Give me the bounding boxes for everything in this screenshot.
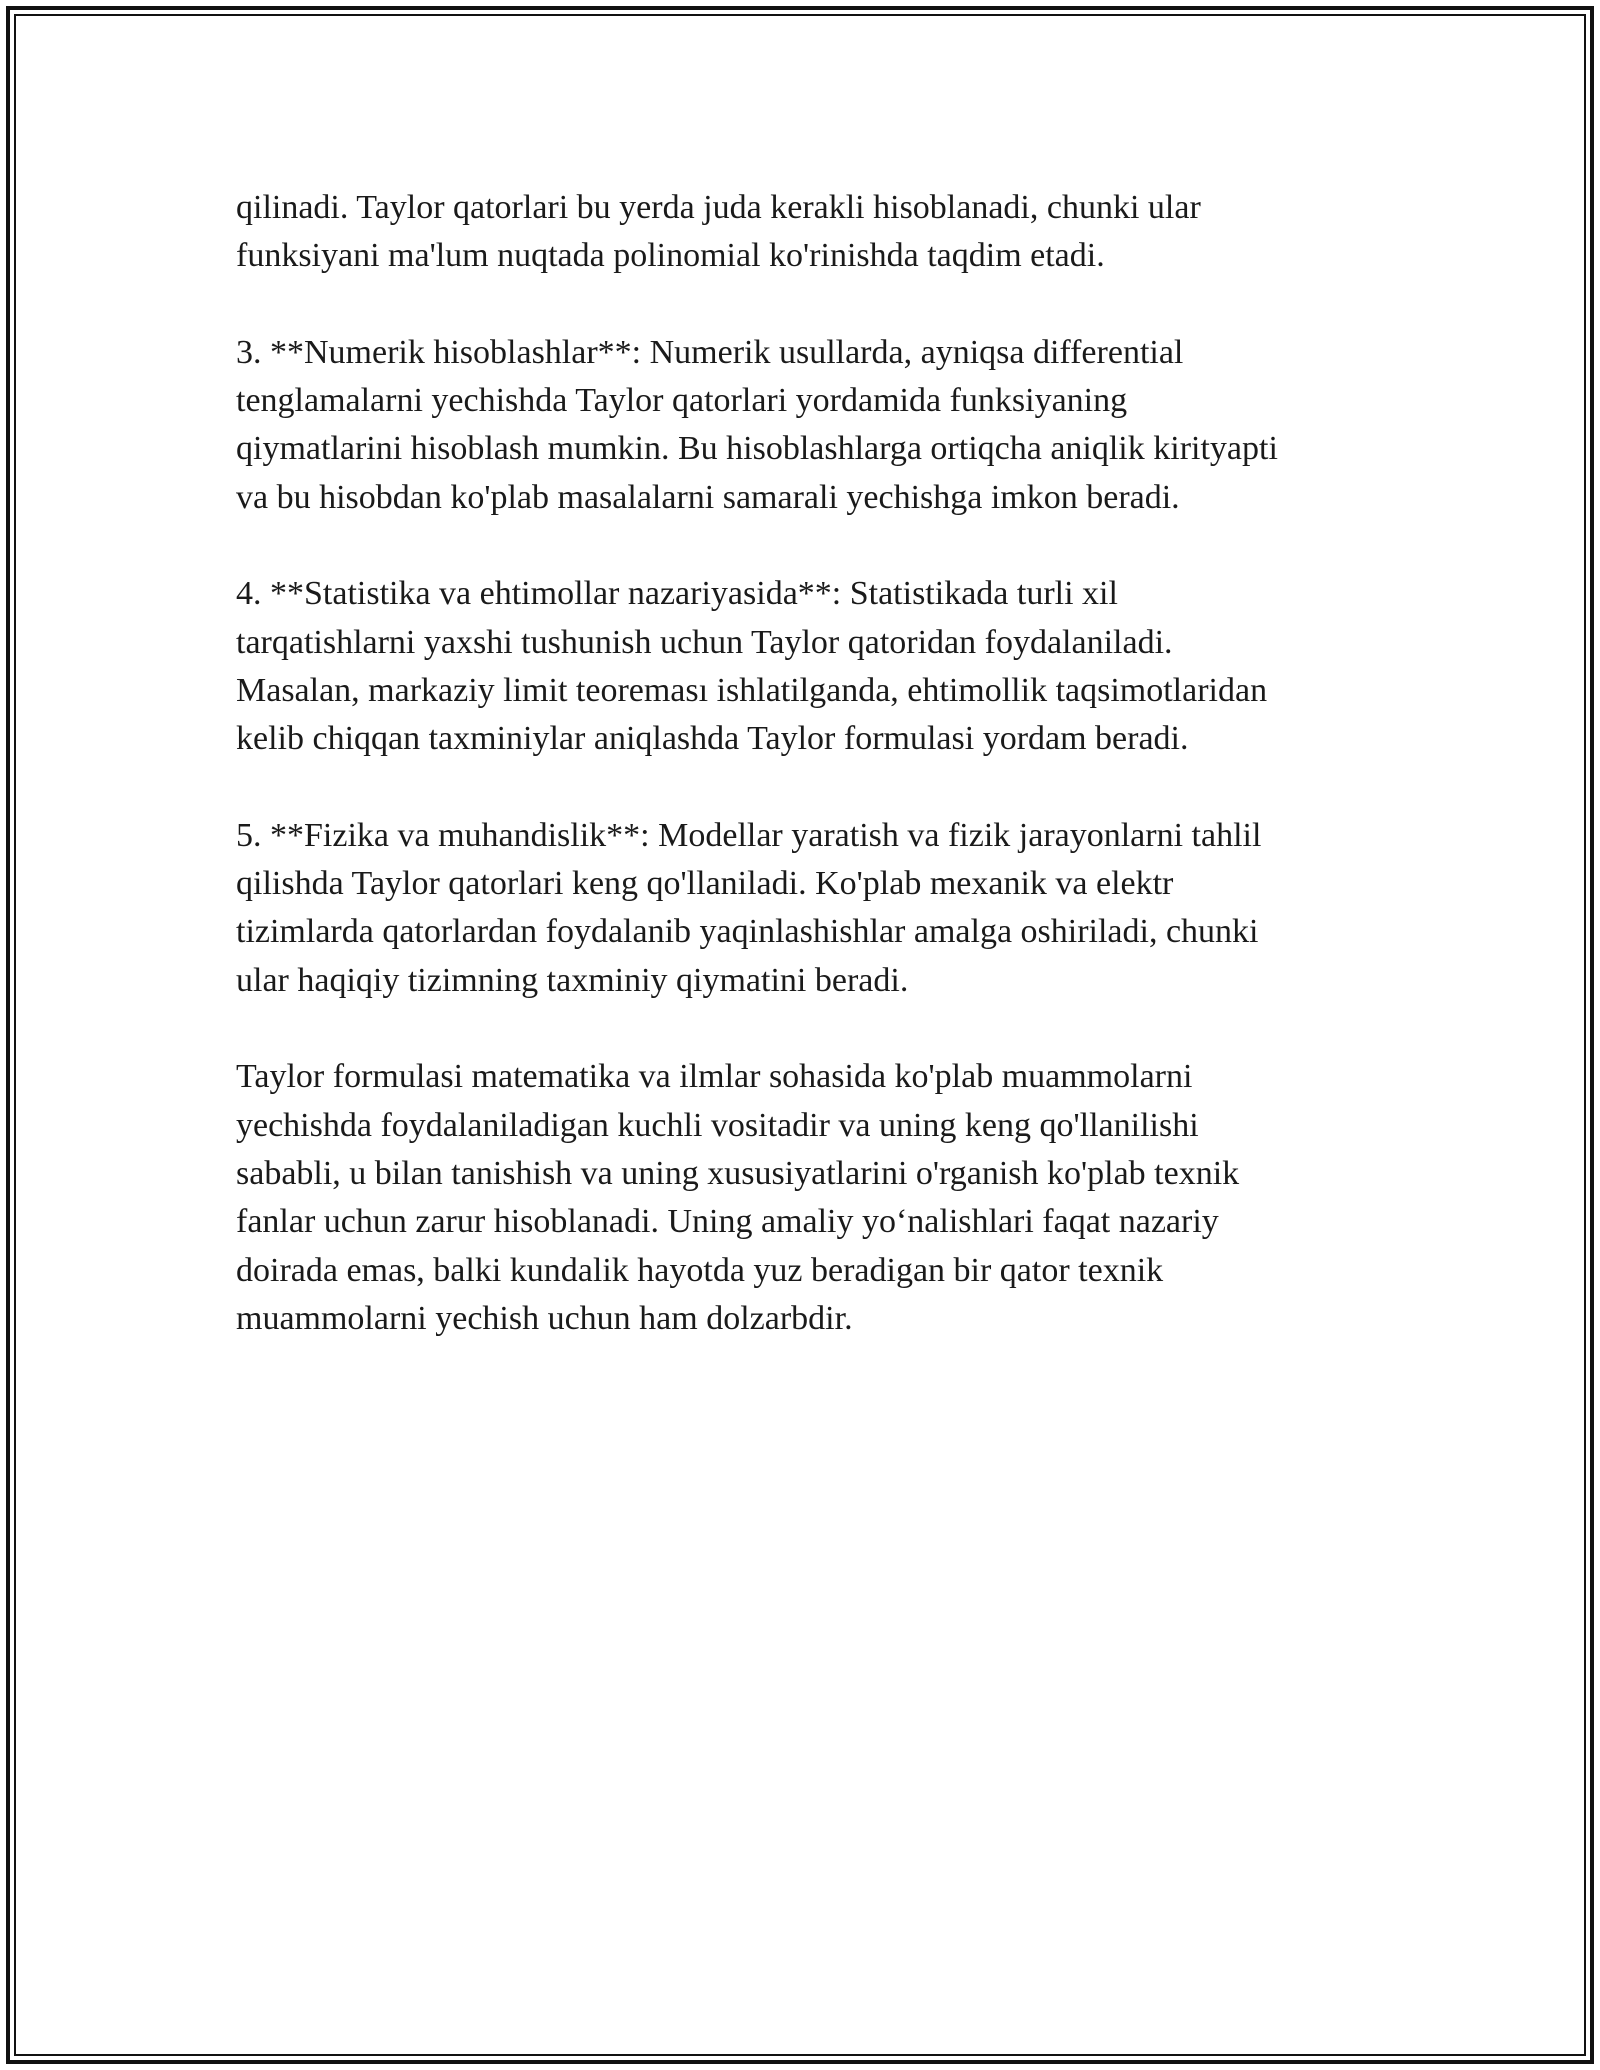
text-line: qilishda Taylor qatorlari keng qo'llaniladi. Ko'plab mexanik va elektr bbox=[236, 865, 1174, 903]
text-line: Taylor formulasi matematika va ilmlar sohasida ko'plab muammolarni bbox=[236, 1058, 1193, 1096]
text-line: tenglamalarni yechishda Taylor qatorlari yordamida funksiyaning bbox=[236, 382, 1128, 420]
paragraph-statistika bbox=[236, 570, 1396, 763]
paragraph-continuation bbox=[236, 184, 1396, 281]
text-line: muammolarni yechish uchun ham dolzarbdir. bbox=[236, 1299, 853, 1337]
text-line: doirada emas, balki kundalik hayotda yuz beradigan bir qator texnik bbox=[236, 1251, 1164, 1289]
text-line: ular haqiqiy tizimning taxminiy qiymatini beradi. bbox=[236, 961, 909, 999]
text-line: kelib chiqqan taxminiylar aniqlashda Taylor formulasi yordam beradi. bbox=[236, 720, 1189, 758]
text-line: qiymatlarini hisoblash mumkin. Bu hisoblashlarga ortiqcha aniqlik kirityapti bbox=[236, 430, 1278, 468]
text-line: 4. **Statistika va ehtimollar nazariyasida**: Statistikada turli xil bbox=[236, 575, 1118, 613]
text-line: 5. **Fizika va muhandislik**: Modellar yaratish va fizik jarayonlarni tahlil bbox=[236, 816, 1262, 854]
text-line: tizimlarda qatorlardan foydalanib yaqinlashishlar amalga oshiriladi, chunki bbox=[236, 913, 1259, 951]
text-line: sababli, u bilan tanishish va uning xususiyatlarini o'rganish ko'plab texnik bbox=[236, 1154, 1240, 1192]
paragraph-conclusion bbox=[236, 1053, 1396, 1343]
paragraph-numerik-hisoblashlar bbox=[236, 329, 1396, 522]
text-line: va bu hisobdan ko'plab masalalarni samarali yechishga imkon beradi. bbox=[236, 478, 1180, 516]
text-line: funksiyani ma'lum nuqtada polinomial ko'rinishda taqdim etadi. bbox=[236, 237, 1105, 275]
text-line: tarqatishlarni yaxshi tushunish uchun Taylor qatoridan foydalaniladi. bbox=[236, 623, 1173, 661]
text-line: 3. **Numerik hisoblashlar**: Numerik usullarda, ayniqsa differential bbox=[236, 333, 1184, 371]
text-line: yechishda foydalaniladigan kuchli vositadir va uning keng qo'llanilishi bbox=[236, 1106, 1199, 1144]
text-line: fanlar uchun zarur hisoblanadi. Uning amaliy yoʻnalishlari faqat nazariy bbox=[236, 1203, 1219, 1241]
text-line: Masalan, markaziy limit teoreması ishlatilganda, ehtimollik taqsimotlaridan bbox=[236, 671, 1268, 709]
paragraph-fizika bbox=[236, 812, 1396, 1005]
document-body bbox=[236, 184, 1396, 1391]
text-line: qilinadi. Taylor qatorlari bu yerda juda kerakli hisoblanadi, chunki ular bbox=[236, 189, 1201, 226]
